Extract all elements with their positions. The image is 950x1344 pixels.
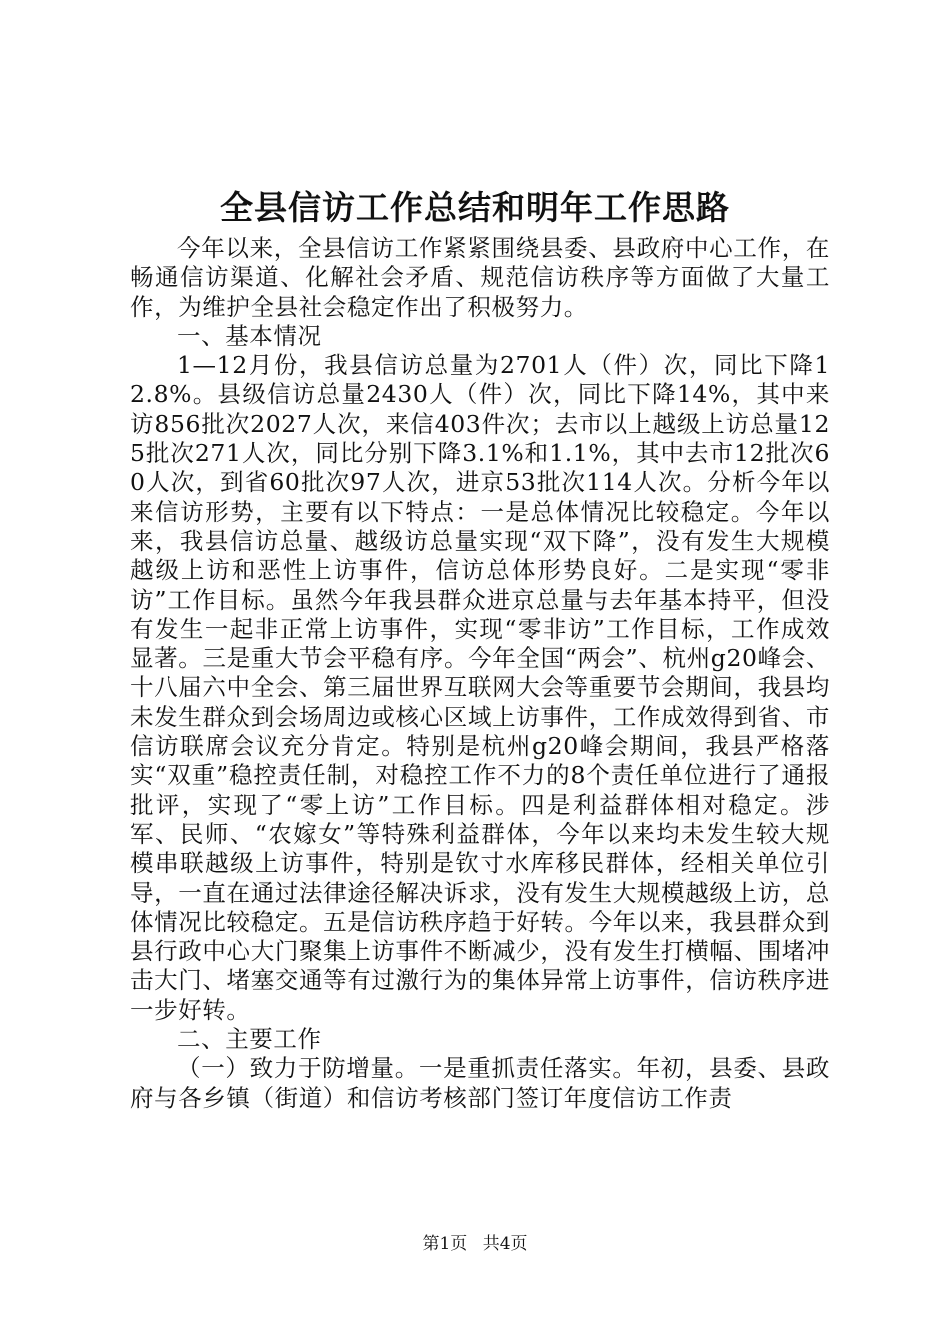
section-heading-main-work: 二、主要工作 xyxy=(177,1025,322,1054)
page-footer xyxy=(0,1232,950,1256)
section-heading-basic-situation: 一、基本情况 xyxy=(177,321,322,350)
document-title: 全县信访工作总结和明年工作思路 xyxy=(220,188,730,227)
intro-paragraph: 今年以来，全县信访工作紧紧围绕县委、县政府中心工作，在畅通信访渠道、化解社会矛盾、规范信访秩序等方面做了大量工作，为维护全县社会稳定作出了积极努力。 xyxy=(130,234,830,321)
page-total: 共4页 xyxy=(482,1234,528,1254)
basic-situation-paragraph: 1—12月份，我县信访总量为2701人（件）次，同比下降12.8%。县级信访总量2430人（件）次，同比下降14%，其中来访856批次2027人次，来信403件次；去市以上越级上访总量125批次271人次，同比分别下降3.1%和1.1%，其中去市12批次60人次，到省60批次97人次，进京53批次114人次。分析今年以来信访形势，主要有以下特点：一是总体情况比较稳定。今年以来，我县信访总量、越级访总量实现“双下降”，没有发生大规模越级上访和恶性上访事件，信访总体形势良好。二是实现“零非访”工作目标。虽然今年我县群众进京总量与去年基本持平，但没有发生一起非正常上访事件，实现“零非访”工作目标，工作成效显著。三是重大节会平稳有序。今年全国“两会”、杭州g20峰会、十八届六中全会、第三届世界互联网大会等重要节会期间，我县均未发生群众到会场周边或核心区域上访事件，工作成效得到省、市信访联席会议充分肯定。特别是杭州g20峰会期间，我县严格落实“双重”稳控责任制，对稳控工作不力的8个责任单位进行了通报批评，实现了“零上访”工作目标。四是利益群体相对稳定。涉军、民师、“农嫁女”等特殊利益群体，今年以来均未发生较大规模串联越级上访事件，特别是钦寸水库移民群体，经相关单位引导，一直在通过法律途径解决诉求，没有发生大规模越级上访，总体情况比较稳定。五是信访秩序趋于好转。今年以来，我县群众到县行政中心大门聚集上访事件不断减少，没有发生打横幅、围堵冲击大门、堵塞交通等有过激行为的集体异常上访事件，信访秩序进一步好转。 xyxy=(130,351,830,1024)
page-number: 第1页 xyxy=(422,1234,468,1254)
document-body xyxy=(130,234,830,1113)
main-work-paragraph: （一）致力于防增量。一是重抓责任落实。年初，县委、县政府与各乡镇（街道）和信访考核部门签订年度信访工作责 xyxy=(130,1054,830,1112)
